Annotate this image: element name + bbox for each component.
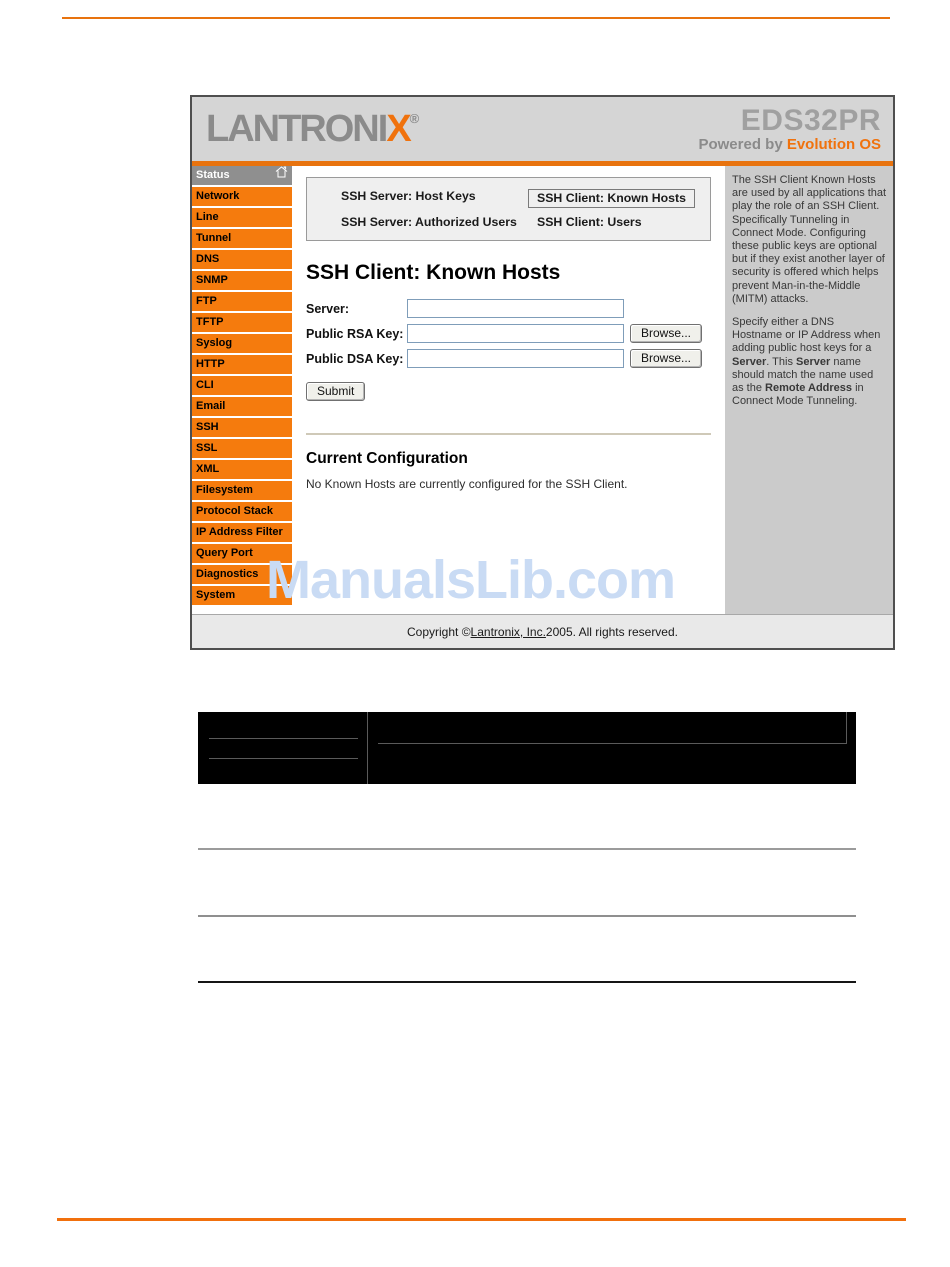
sidebar-item-dns[interactable]: DNS bbox=[192, 250, 292, 269]
help-paragraph-2 bbox=[732, 316, 887, 408]
dsa-key-row bbox=[306, 349, 711, 368]
server-row bbox=[306, 299, 711, 318]
device-model: EDS32PR bbox=[740, 104, 881, 138]
page-title: SSH Client: Known Hosts bbox=[306, 261, 561, 284]
registered-mark: ® bbox=[409, 111, 420, 126]
sidebar-item-snmp[interactable]: SNMP bbox=[192, 271, 292, 290]
redacted-table bbox=[198, 712, 856, 784]
sidebar-item-status[interactable] bbox=[192, 166, 292, 185]
sidebar-item-line[interactable]: Line bbox=[192, 208, 292, 227]
section-divider bbox=[306, 433, 711, 435]
powered-prefix: Powered by bbox=[698, 135, 787, 153]
lantronix-logo bbox=[206, 110, 419, 148]
copyright-prefix: Copyright © bbox=[407, 624, 471, 639]
ui-header bbox=[192, 97, 893, 161]
ssh-subnav bbox=[306, 177, 711, 241]
sidebar-item-tftp[interactable]: TFTP bbox=[192, 313, 292, 332]
lantronix-link[interactable]: Lantronix, Inc. bbox=[470, 624, 546, 639]
public-dsa-key-input[interactable] bbox=[407, 349, 624, 368]
logo-accent-x: X bbox=[386, 108, 410, 150]
nav-sidebar bbox=[192, 166, 292, 614]
sidebar-item-cli[interactable]: CLI bbox=[192, 376, 292, 395]
dsa-browse-button[interactable]: Browse... bbox=[630, 349, 702, 368]
help-bold-server: Server bbox=[796, 355, 831, 368]
copyright-bar bbox=[192, 614, 893, 648]
device-ui-screenshot bbox=[190, 95, 895, 650]
sidebar-item-query-port[interactable]: Query Port bbox=[192, 544, 292, 563]
ui-body bbox=[192, 166, 893, 614]
redacted-line bbox=[846, 712, 847, 743]
help-text: . This bbox=[766, 355, 797, 368]
sidebar-item-http[interactable]: HTTP bbox=[192, 355, 292, 374]
sidebar-item-xml[interactable]: XML bbox=[192, 460, 292, 479]
redacted-line bbox=[209, 758, 358, 759]
main-content bbox=[292, 166, 723, 614]
divider-rule-2 bbox=[198, 915, 856, 917]
sidebar-item-tunnel[interactable]: Tunnel bbox=[192, 229, 292, 248]
sidebar-item-system[interactable]: System bbox=[192, 586, 292, 605]
sidebar-item-network[interactable]: Network bbox=[192, 187, 292, 206]
rsa-key-row bbox=[306, 324, 711, 343]
home-icon bbox=[275, 166, 288, 185]
public-rsa-key-label: Public RSA Key: bbox=[306, 326, 404, 341]
tab-ssh-client-users[interactable]: SSH Client: Users bbox=[537, 215, 642, 229]
tab-ssh-client-known-hosts[interactable] bbox=[537, 189, 704, 208]
sidebar-item-ip-address-filter[interactable]: IP Address Filter bbox=[192, 523, 292, 542]
divider-rule-3 bbox=[198, 981, 856, 983]
help-text: in Connect Mode Tunneling. bbox=[732, 382, 864, 408]
public-rsa-key-input[interactable] bbox=[407, 324, 624, 343]
sidebar-item-protocol-stack[interactable]: Protocol Stack bbox=[192, 502, 292, 521]
tab-ssh-server-host-keys[interactable]: SSH Server: Host Keys bbox=[341, 189, 476, 203]
device-branding bbox=[698, 105, 881, 152]
redacted-column-divider bbox=[367, 712, 368, 784]
server-label: Server: bbox=[306, 301, 350, 316]
redacted-line bbox=[209, 738, 358, 739]
help-bold-server: Server bbox=[732, 355, 767, 368]
empty-known-hosts-message: No Known Hosts are currently configured for the SSH Client. bbox=[306, 477, 628, 491]
sidebar-item-ssl[interactable]: SSL bbox=[192, 439, 292, 458]
logo-text: LANTRONI bbox=[206, 108, 387, 150]
help-text: Specify either a DNS Hostname or IP Address when adding public host keys for a bbox=[732, 316, 881, 355]
powered-by-line bbox=[698, 137, 881, 153]
rsa-browse-button[interactable]: Browse... bbox=[630, 324, 702, 343]
help-panel bbox=[723, 166, 893, 614]
sidebar-item-ssh[interactable]: SSH bbox=[192, 418, 292, 437]
sidebar-item-email[interactable]: Email bbox=[192, 397, 292, 416]
top-orange-rule bbox=[62, 17, 890, 19]
sidebar-item-ftp[interactable]: FTP bbox=[192, 292, 292, 311]
help-paragraph-1: The SSH Client Known Hosts are used by all applications that play the role of an SSH Client. Specifically Tunneling in Connect Mode. Configuring these public keys are optional but if they exist another layer of security is offered which helps prevent Man-in-the-Middle (MITM) attacks. bbox=[732, 174, 887, 305]
divider-rule-1 bbox=[198, 848, 856, 850]
selected-tab-label: SSH Client: Known Hosts bbox=[528, 189, 695, 208]
public-dsa-key-label: Public DSA Key: bbox=[306, 351, 404, 366]
sidebar-item-label: Status bbox=[196, 169, 230, 181]
redacted-line bbox=[378, 743, 847, 744]
powered-brand: Evolution OS bbox=[786, 135, 881, 153]
tab-ssh-server-authorized-users[interactable]: SSH Server: Authorized Users bbox=[341, 215, 517, 229]
sidebar-item-diagnostics[interactable]: Diagnostics bbox=[192, 565, 292, 584]
sidebar-item-syslog[interactable]: Syslog bbox=[192, 334, 292, 353]
server-input[interactable] bbox=[407, 299, 624, 318]
bottom-orange-rule bbox=[57, 1218, 906, 1221]
manualslib-watermark: ManualsLib.com bbox=[266, 550, 676, 610]
copyright-suffix: 2005. All rights reserved. bbox=[545, 624, 678, 639]
help-text: name should match the name used as the bbox=[732, 355, 874, 395]
current-configuration-heading: Current Configuration bbox=[306, 450, 468, 467]
sidebar-item-filesystem[interactable]: Filesystem bbox=[192, 481, 292, 500]
help-bold-remote-address: Remote Address bbox=[765, 382, 853, 395]
submit-button[interactable]: Submit bbox=[306, 382, 365, 401]
